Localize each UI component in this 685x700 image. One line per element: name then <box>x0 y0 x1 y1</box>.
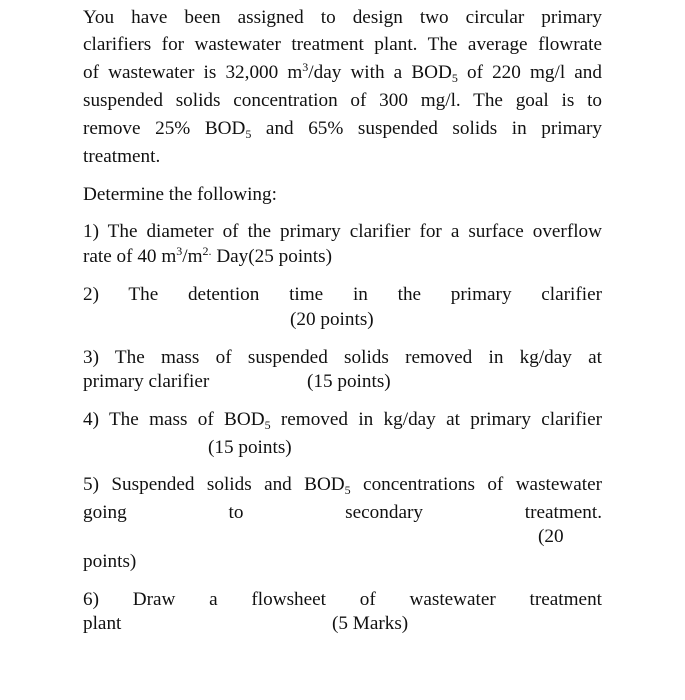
prompt-text: Determine the following: <box>83 184 277 205</box>
question-6-text: plant <box>83 613 122 634</box>
question-5-points-start: (20 <box>538 526 564 547</box>
question-1-line-1: 1) The diameter of the primary clarifier for a surface overflow <box>83 221 602 242</box>
question-5-points-end: points) <box>83 551 137 572</box>
question-2-points: (20 points) <box>290 309 374 330</box>
question-4-line-1: 4) The mass of $BOD_5$ removed in kg/day at primary clarifier <box>83 409 602 432</box>
question-6-points: (5 Marks) <box>332 613 409 634</box>
intro-line-4: suspended solids concentration of 300 mg/l. The goal is to <box>83 90 602 111</box>
question-5-line-2: going to secondary treatment. <box>83 502 602 523</box>
intro-line-3: of wastewater is 32,000 $m^3$/day with a $BOD_5$ of 220 mg/l and <box>83 60 602 85</box>
intro-line-1: You have been assigned to design two circular primary <box>83 7 602 28</box>
question-1-line-2: rate of 40 $m^3/m^{2.}$ Day(25 points) <box>83 244 332 267</box>
question-3-text: primary clarifier <box>83 371 210 392</box>
question-5-line-1: 5) Suspended solids and $BOD_5$ concentrations of wastewater <box>83 474 602 497</box>
question-4-points: (15 points) <box>208 437 292 458</box>
intro-line-6: treatment. <box>83 146 161 167</box>
question-2-line-1: 2) The detention time in the primary clarifier <box>83 284 602 305</box>
question-3-line-1: 3) The mass of suspended solids removed in kg/day at <box>83 347 602 368</box>
intro-line-5: remove 25% $BOD_5$ and 65% suspended solids in primary <box>83 118 603 141</box>
intro-line-2: clarifiers for wastewater treatment plant. The average flowrate <box>83 34 602 55</box>
question-3-points: (15 points) <box>307 371 391 392</box>
question-6-line-1: 6) Draw a flowsheet of wastewater treatment <box>83 589 602 610</box>
